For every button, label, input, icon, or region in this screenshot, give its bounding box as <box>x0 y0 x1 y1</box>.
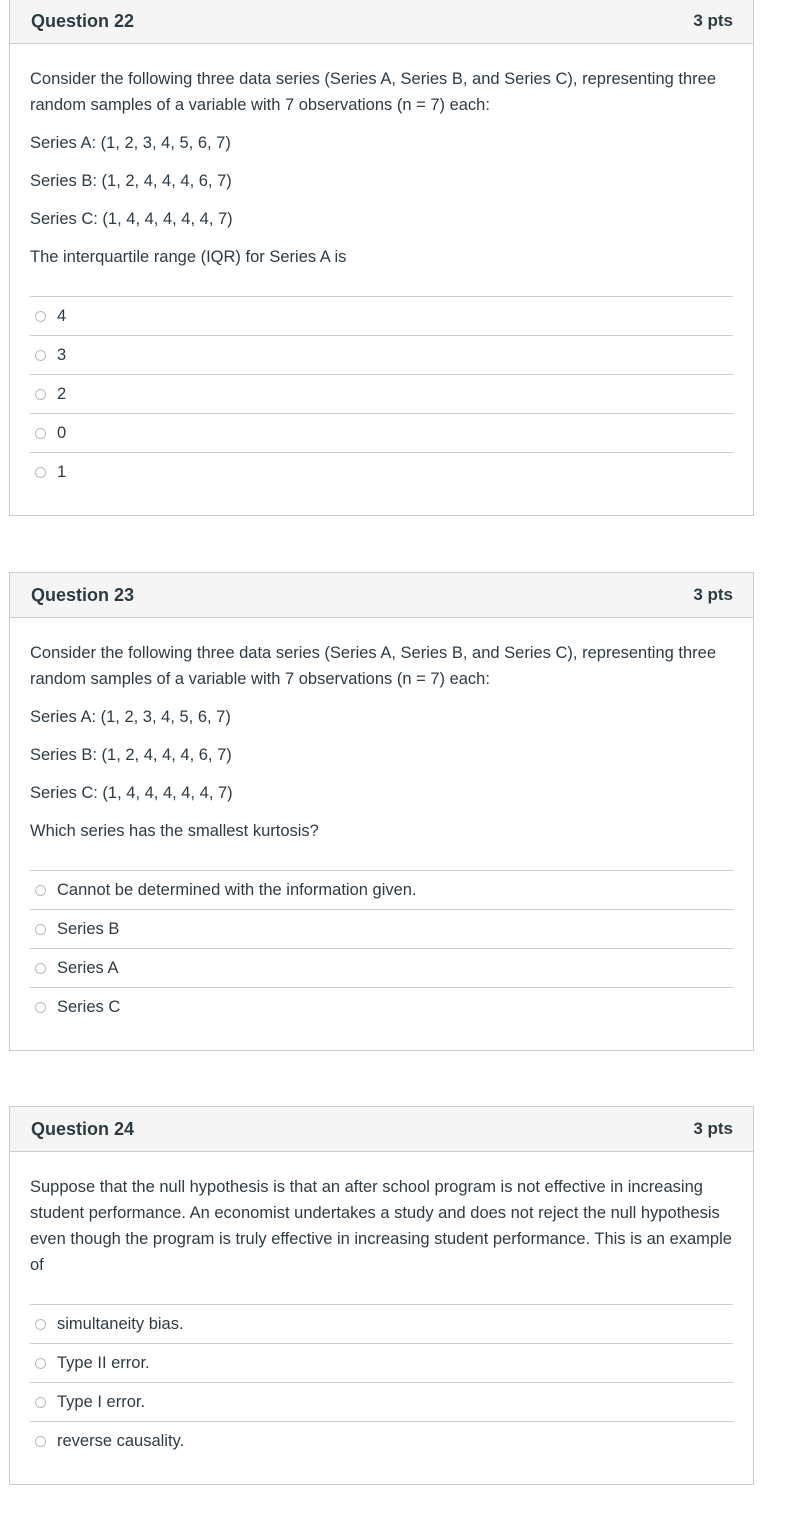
radio-button[interactable] <box>35 1397 46 1408</box>
answer-option[interactable] <box>30 375 733 414</box>
radio-button[interactable] <box>35 963 46 974</box>
radio-button[interactable] <box>35 311 46 322</box>
question-body <box>10 1152 753 1484</box>
answer-list <box>30 296 733 491</box>
radio-button[interactable] <box>35 885 46 896</box>
answer-label[interactable]: 1 <box>57 462 67 481</box>
question-body <box>10 44 753 515</box>
answer-option[interactable] <box>30 1383 733 1422</box>
answer-label[interactable]: 4 <box>57 306 67 325</box>
answer-label[interactable]: Type II error. <box>57 1353 150 1372</box>
answer-option[interactable] <box>30 949 733 988</box>
question-paragraph: Series B: (1, 2, 4, 4, 4, 6, 7) <box>30 172 232 190</box>
question-header <box>10 0 753 44</box>
question-paragraph: Which series has the smallest kurtosis? <box>30 822 319 840</box>
radio-button[interactable] <box>35 389 46 400</box>
answer-label[interactable]: simultaneity bias. <box>57 1314 184 1333</box>
question-paragraph: Consider the following three data series (Series A, Series B, and Series C), representing three random samples of a variable with 7 observations (n = 7) each: <box>30 70 717 114</box>
radio-button[interactable] <box>35 924 46 935</box>
question-body <box>10 618 753 1050</box>
question-paragraph: Series B: (1, 2, 4, 4, 4, 6, 7) <box>30 746 232 764</box>
answer-label[interactable]: 2 <box>57 384 67 403</box>
answer-label[interactable]: 3 <box>57 345 67 364</box>
question-paragraph: Suppose that the null hypothesis is that an after school program is not effective in increasing student performance. An economist undertakes a study and does not reject the null hypothesis even though the program is truly effective in increasing student performance. This is an example of <box>30 1178 732 1274</box>
question-text <box>30 640 733 844</box>
answer-option[interactable] <box>30 910 733 949</box>
answer-option[interactable] <box>30 414 733 453</box>
answer-list <box>30 870 733 1026</box>
question-title: Question 22 <box>31 10 135 31</box>
question-paragraph: The interquartile range (IQR) for Series A is <box>30 248 347 266</box>
question-points: 3 pts <box>693 1119 733 1138</box>
question-text <box>30 1174 733 1278</box>
radio-button[interactable] <box>35 1358 46 1369</box>
answer-label[interactable]: Series C <box>57 997 121 1016</box>
answer-label[interactable]: reverse causality. <box>57 1431 185 1450</box>
answer-option[interactable] <box>30 988 733 1026</box>
radio-button[interactable] <box>35 467 46 478</box>
question-paragraph: Consider the following three data series (Series A, Series B, and Series C), representing three random samples of a variable with 7 observations (n = 7) each: <box>30 644 717 688</box>
radio-button[interactable] <box>35 1436 46 1447</box>
answer-list <box>30 1304 733 1460</box>
question-header <box>10 1107 753 1152</box>
question-paragraph: Series A: (1, 2, 3, 4, 5, 6, 7) <box>30 134 231 152</box>
answer-label[interactable]: Type I error. <box>57 1392 146 1411</box>
answer-option[interactable] <box>30 1305 733 1344</box>
question-header <box>10 573 753 618</box>
question-title: Question 24 <box>31 1118 135 1139</box>
answer-label[interactable]: 0 <box>57 423 67 442</box>
question-points: 3 pts <box>693 585 733 604</box>
answer-option[interactable] <box>30 1344 733 1383</box>
radio-button[interactable] <box>35 1319 46 1330</box>
answer-label[interactable]: Series A <box>57 958 119 977</box>
question-paragraph: Series C: (1, 4, 4, 4, 4, 4, 7) <box>30 784 233 802</box>
question-card-24 <box>9 1106 754 1485</box>
question-points: 3 pts <box>693 11 733 30</box>
question-title: Question 23 <box>31 584 135 605</box>
question-card-22 <box>9 0 754 516</box>
answer-label[interactable]: Series B <box>57 919 120 938</box>
answer-option[interactable] <box>30 1422 733 1460</box>
answer-option[interactable] <box>30 297 733 336</box>
answer-option[interactable] <box>30 453 733 491</box>
answer-option[interactable] <box>30 336 733 375</box>
question-card-23 <box>9 572 754 1051</box>
radio-button[interactable] <box>35 350 46 361</box>
answer-label[interactable]: Cannot be determined with the information given. <box>57 880 417 899</box>
question-paragraph: Series A: (1, 2, 3, 4, 5, 6, 7) <box>30 708 231 726</box>
answer-option[interactable] <box>30 871 733 910</box>
question-text <box>30 66 733 270</box>
radio-button[interactable] <box>35 1002 46 1013</box>
radio-button[interactable] <box>35 428 46 439</box>
question-paragraph: Series C: (1, 4, 4, 4, 4, 4, 7) <box>30 210 233 228</box>
